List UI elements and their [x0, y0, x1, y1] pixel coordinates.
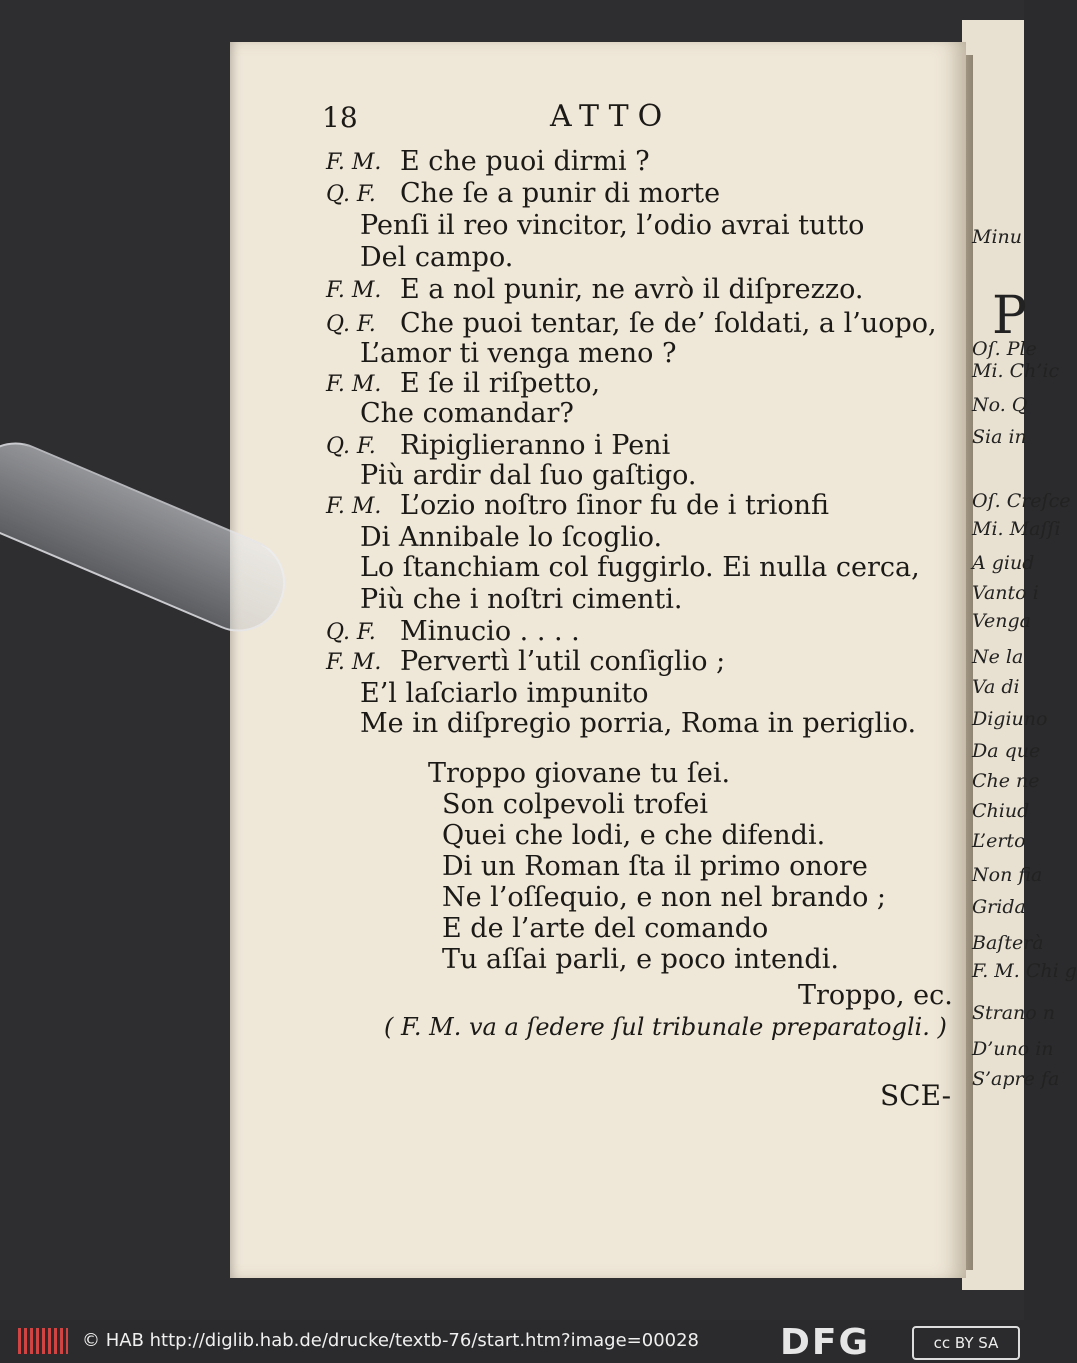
facing-page-fragment: Che ne: [972, 770, 1040, 792]
barcode-icon: [18, 1328, 68, 1354]
aria-line: Son colpevoli trofei: [442, 789, 708, 820]
dialogue-line: Lo ſtanchiam col fuggirlo. Ei nulla cerca,: [360, 552, 920, 583]
speaker-label: F. M.: [326, 150, 382, 175]
dialogue-line: Pervertì l’util conſiglio ;: [400, 646, 726, 677]
facing-page-fragment: Strano n: [972, 1002, 1056, 1024]
facing-page-fragment: Oſ. Ple: [972, 338, 1037, 360]
speaker-label: Q. F.: [326, 620, 376, 645]
dialogue-line: Me in diſpregio porria, Roma in periglio.: [360, 708, 917, 739]
speaker-label: F. M.: [326, 372, 382, 397]
dialogue-line: E a nol punir, ne avrò il diſprezzo.: [400, 274, 864, 305]
running-head: ATTO: [550, 99, 672, 134]
facing-page-fragment: P: [992, 286, 1027, 346]
dialogue-line: Più ardir dal ſuo gaſtigo.: [360, 460, 697, 491]
facing-page-fragment: Grida: [972, 896, 1026, 918]
facing-page-fragment: Oſ. Creſce: [972, 490, 1071, 512]
speaker-label: Q. F.: [326, 434, 376, 459]
facing-page-fragment: F. M. Chi g: [972, 960, 1077, 982]
aria-line: Quei che lodi, e che difendi.: [442, 820, 826, 851]
dialogue-line: Che comandar?: [360, 398, 574, 429]
facing-page-fragment: Non fia: [972, 864, 1043, 886]
aria-line: Ne l’oſſequio, e non nel brando ;: [442, 882, 887, 913]
stage-direction: ( F. M. va a ſedere ſul tribunale preparatogli. ): [384, 1013, 947, 1041]
speaker-label: Q. F.: [326, 312, 376, 337]
viewer-footer: [0, 1320, 1024, 1362]
facing-page-fragment: No. Q: [972, 394, 1028, 416]
da-capo: Troppo, ec.: [798, 980, 953, 1011]
facing-page-fragment: Venga: [972, 610, 1031, 632]
aria-line: E de l’arte del comando: [442, 913, 769, 944]
dialogue-line: Minucio . . . .: [400, 616, 580, 647]
dialogue-line: Ripiglieranno i Peni: [400, 430, 671, 461]
dialogue-line: E’l laſciarlo impunito: [360, 678, 649, 709]
dfg-logo: DFG: [780, 1322, 871, 1363]
facing-page-fragment: Mi. Maſſi: [972, 518, 1061, 540]
dialogue-line: Penſi il reo vincitor, l’odio avrai tutto: [360, 210, 865, 241]
aria-line: Di un Roman ſta il primo onore: [442, 851, 868, 882]
page-number: 18: [322, 101, 358, 134]
facing-page-fragment: Baſterà: [972, 932, 1044, 954]
dialogue-line: L’ozio noſtro ſinor fu de i trionfi: [400, 490, 830, 521]
facing-page-fragment: Mi. Ch’ic: [972, 360, 1060, 382]
dialogue-line: E che puoi dirmi ?: [400, 146, 650, 177]
speaker-label: F. M.: [326, 650, 382, 675]
dialogue-line: Che ſe a punir di morte: [400, 178, 721, 209]
speaker-label: F. M.: [326, 278, 382, 303]
facing-page-fragment: Minu: [972, 226, 1023, 248]
dialogue-line: Di Annibale lo ſcoglio.: [360, 522, 663, 553]
speaker-label: F. M.: [326, 494, 382, 519]
source-url[interactable]: © HAB http://diglib.hab.de/drucke/textb-76/start.htm?image=00028: [82, 1330, 700, 1351]
facing-page-fragment: Sia in: [972, 426, 1027, 448]
dialogue-line: Più che i noſtri cimenti.: [360, 584, 683, 615]
facing-page-fragment: Chiud: [972, 800, 1030, 822]
facing-page-fragment: Digiuno: [972, 708, 1048, 730]
dialogue-line: L’amor ti venga meno ?: [360, 338, 677, 369]
facing-page-fragment: L’erto: [972, 830, 1026, 852]
cc-license-icon[interactable]: cc BY SA: [912, 1326, 1020, 1360]
speaker-label: Q. F.: [326, 182, 376, 207]
catchword: SCE-: [880, 1079, 952, 1112]
facing-page-fragment: S’apre fa: [972, 1068, 1060, 1090]
facing-page-fragment: D’uno in: [972, 1038, 1054, 1060]
facing-page-fragment: Va di: [972, 676, 1020, 698]
facing-page-fragment: A giud: [972, 552, 1035, 574]
facing-page-fragment: Vanto i: [972, 582, 1039, 604]
facing-page-fragment: Da que: [972, 740, 1041, 762]
dialogue-line: Del campo.: [360, 242, 514, 273]
dialogue-line: E ſe il riſpetto,: [400, 368, 601, 399]
aria-line: Tu aſſai parli, e poco intendi.: [442, 944, 839, 975]
dialogue-line: Che puoi tentar, ſe de’ ſoldati, a l’uopo,: [400, 308, 937, 339]
aria-line: Troppo giovane tu ſei.: [428, 758, 731, 789]
facing-page-fragment: Ne la: [972, 646, 1024, 668]
